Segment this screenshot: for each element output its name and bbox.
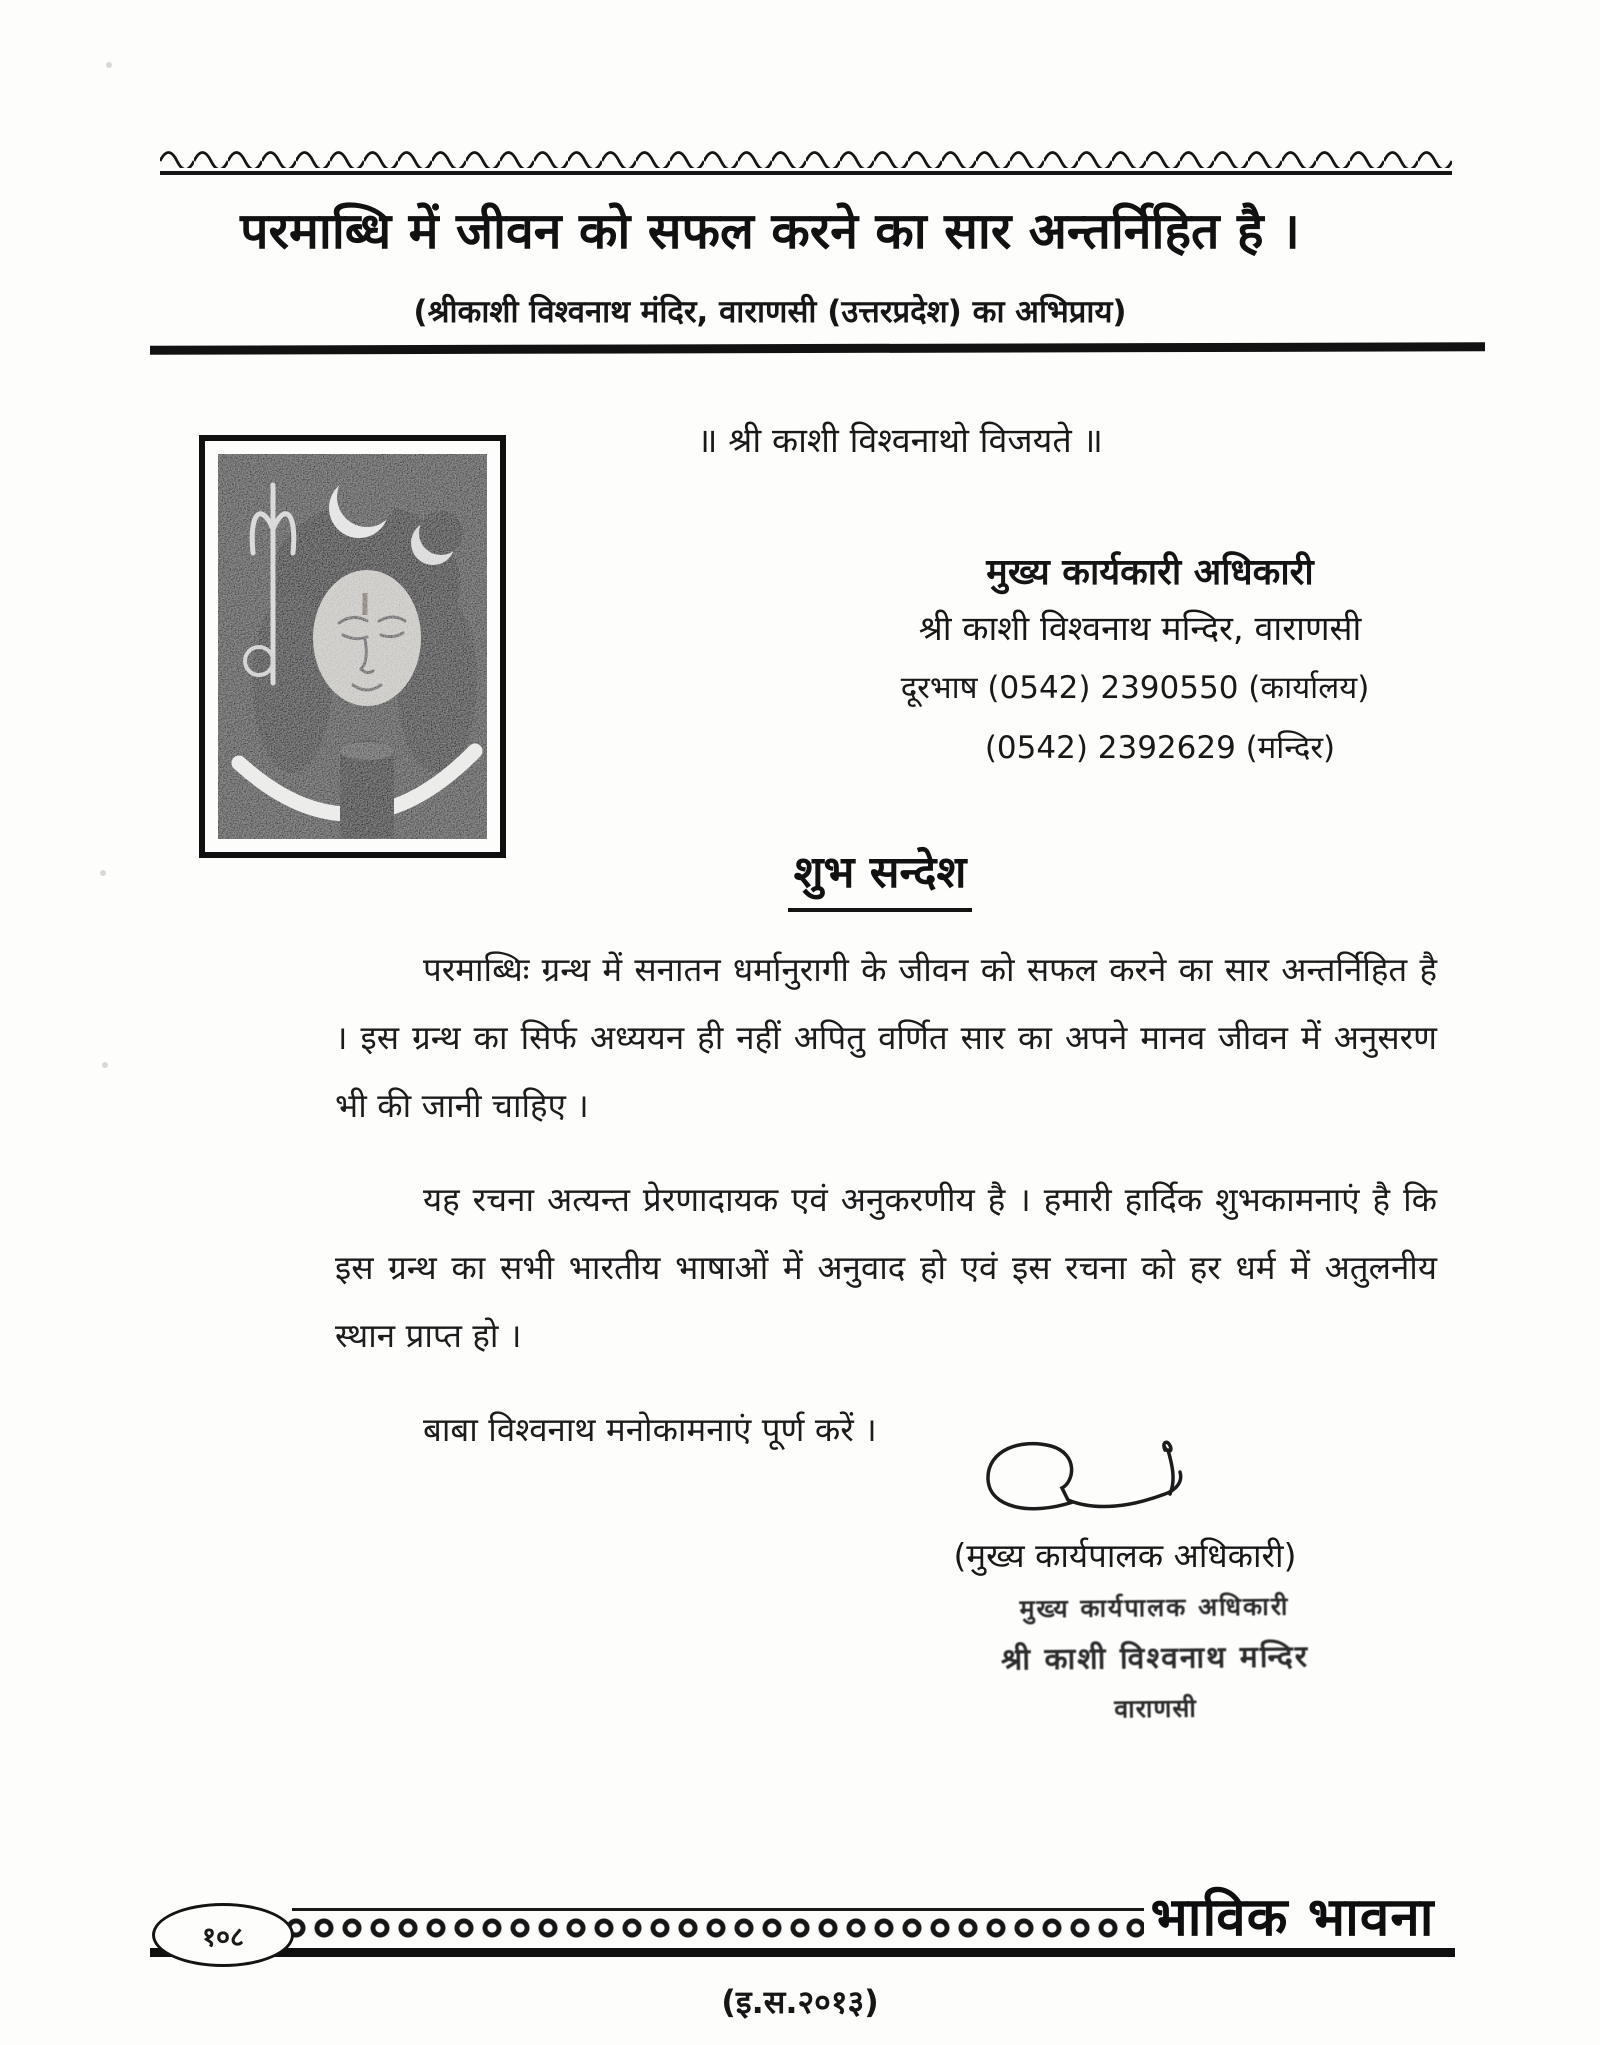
message-paragraph: परमाब्धिः ग्रन्थ में सनातन धर्मानुरागी के जीवन को सफल करने का सार अन्तर्निहित है । इस ग्रन्थ का सिर्फ अध्ययन ही नहीं अपितु वर्णित सार का अपने मानव जीवन में अनुसरण भी की जानी चाहिए । [335,950,1437,1125]
publication-year: (इ.स.२०१३) [721,1983,879,2021]
top-rule [160,171,1452,175]
footer-ornament-chain [282,1913,1144,1943]
office-stamp [929,1588,1380,1728]
page-title: परमाब्धि में जीवन को सफल करने का सार अन्तर्निहित है । [240,202,1300,260]
page-subtitle: (श्रीकाशी विश्वनाथ मंदिर, वाराणसी (उत्तरप्रदेश) का अभिप्राय) [413,294,1127,330]
sender-phone-office: दूरभाष (0542) 2390550 (कार्यालय) [900,670,1370,706]
signature-scribble [975,1424,1215,1524]
page-number-badge [152,1903,294,1967]
header-rule [150,342,1485,354]
sender-designation: मुख्य कार्यकारी अधिकारी [986,552,1314,593]
scan-speck [106,62,112,68]
message-heading-text: शुभ सन्देश [788,840,973,912]
stamp-line: श्री काशी विश्वनाथ मन्दिर [1000,1639,1310,1678]
scan-speck [102,1062,108,1068]
wavy-border-icon [160,144,1452,168]
stamp-line: मुख्य कार्यपालक अधिकारी [1019,1591,1290,1624]
printed-designation: (मुख्य कार्यपालक अधिकारी) [953,1536,1297,1575]
page-number: १०८ [201,1921,245,1953]
stamp-line: वाराणसी [1114,1693,1197,1724]
message-paragraph: बाबा विश्वनाथ मनोकामनाएं पूर्ण करें । [423,1410,877,1449]
message-paragraph: यह रचना अत्यन्त प्रेरणादायक एवं अनुकरणीय है । हमारी हार्दिक शुभकामनाएं है कि इस ग्रन्थ का सभी भारतीय भाषाओं में अनुवाद हो एवं इस रचना को हर धर्म में अतुलनीय स्थान प्राप्त हो । [335,1180,1437,1355]
publication-masthead: भाविक भावना [1150,1887,1435,1948]
invocation-line: ॥ श्री काशी विश्वनाथो विजयते ॥ [697,421,1103,461]
shiva-photo [197,433,508,860]
scan-speck [100,870,106,876]
message-body [335,936,1437,1464]
sender-phone-temple: (0542) 2392629 (मन्दिर) [984,730,1336,766]
message-heading [600,840,1160,912]
footer-thin-rule [292,1908,1144,1911]
sender-organization: श्री काशी विश्वनाथ मन्दिर, वाराणसी [918,609,1362,649]
